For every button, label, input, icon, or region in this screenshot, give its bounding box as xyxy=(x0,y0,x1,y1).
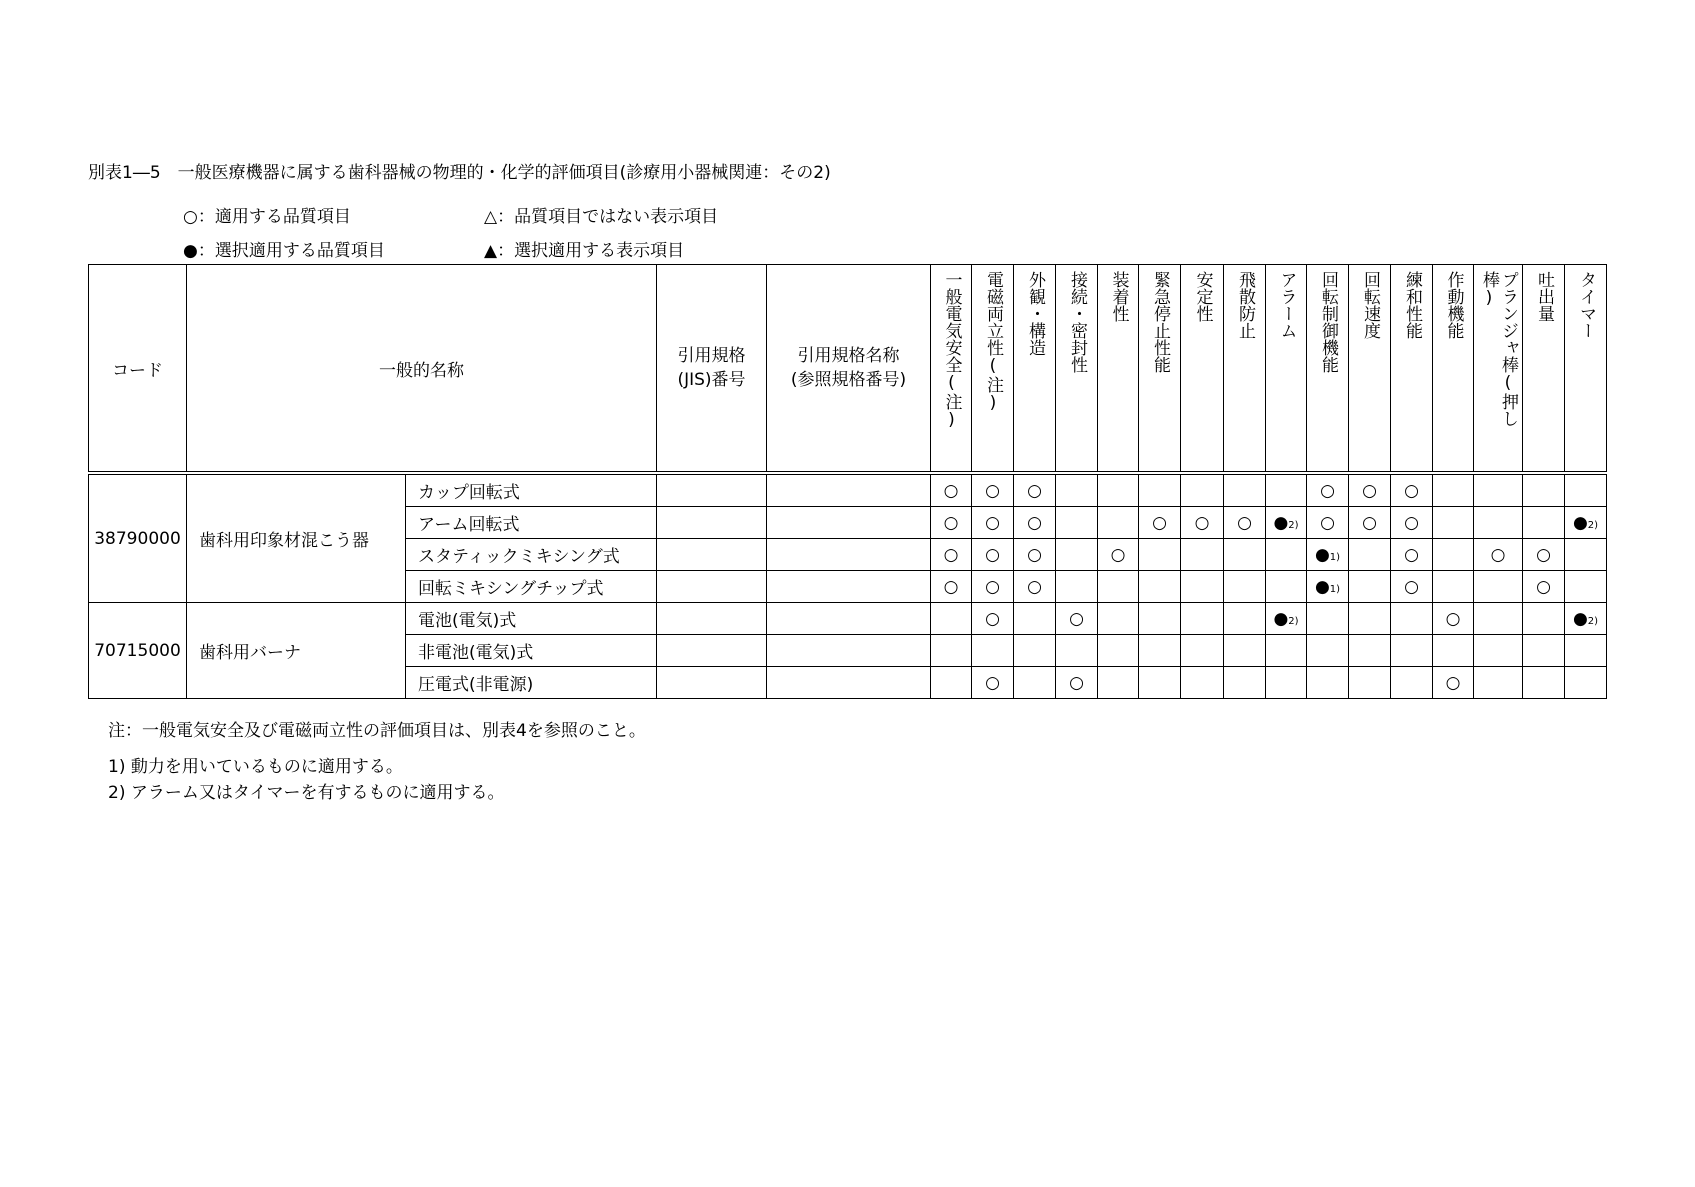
item-cell xyxy=(1266,667,1307,699)
general-name-cell: 歯科用バーナ xyxy=(187,603,406,699)
item-cell xyxy=(1014,603,1056,635)
legend-label: ：適用する品質項目 xyxy=(197,207,351,227)
note-1: 1) 動力を用いているものに適用する。 xyxy=(108,757,403,777)
item-cell xyxy=(1056,603,1098,635)
note-main: 注：一般電気安全及び電磁両立性の評価項目は、別表4を参照のこと。 xyxy=(108,721,646,741)
item-cell xyxy=(1565,603,1607,635)
header-item xyxy=(1474,265,1523,474)
legend-label: ：選択適用する品質項目 xyxy=(197,241,385,261)
item-cell xyxy=(1266,571,1307,603)
subtype-cell: スタティックミキシング式 xyxy=(406,539,657,571)
item-cell xyxy=(1139,507,1181,539)
item-cell xyxy=(1181,603,1224,635)
item-cell xyxy=(1391,473,1433,507)
item-cell xyxy=(1266,635,1307,667)
header-item xyxy=(1181,265,1224,474)
standard-name-cell xyxy=(767,603,931,635)
item-cell xyxy=(1391,603,1433,635)
open-circle-mark: ○ xyxy=(1445,608,1461,629)
open-circle-mark: ○ xyxy=(1536,544,1551,565)
item-cell xyxy=(1523,667,1565,699)
jis-cell xyxy=(657,507,767,539)
legend-selective-display xyxy=(484,236,684,261)
filled-circle-mark: ●1) xyxy=(1314,544,1341,565)
item-cell xyxy=(1474,507,1523,539)
open-circle-mark: ○ xyxy=(1110,544,1126,565)
item-cell xyxy=(1266,539,1307,571)
legend-symbol: △ xyxy=(484,207,498,227)
item-cell xyxy=(1433,571,1474,603)
standard-name-cell xyxy=(767,507,931,539)
item-cell xyxy=(972,507,1014,539)
item-cell xyxy=(1266,507,1307,539)
open-circle-mark: ○ xyxy=(1490,544,1506,565)
item-cell xyxy=(1433,507,1474,539)
open-circle-mark: ○ xyxy=(1404,576,1419,597)
item-cell xyxy=(1056,473,1098,507)
legend-symbol: ▲ xyxy=(484,241,498,261)
item-cell xyxy=(1181,635,1224,667)
header-item-label: 吐出量 xyxy=(1534,271,1554,322)
item-cell xyxy=(1181,539,1224,571)
evaluation-table xyxy=(88,264,1607,699)
header-item-label: 接続・密封性 xyxy=(1067,271,1087,373)
open-circle-mark: ○ xyxy=(943,576,959,597)
header-item-label: 安定性 xyxy=(1192,271,1213,322)
filled-circle-mark: ●1) xyxy=(1314,576,1341,597)
subtype-cell: 圧電式(非電源) xyxy=(406,667,657,699)
item-cell xyxy=(1307,667,1349,699)
open-circle-mark: ○ xyxy=(1362,512,1377,533)
item-cell xyxy=(1056,571,1098,603)
header-item xyxy=(931,265,972,474)
item-cell xyxy=(1523,539,1565,571)
legend-selective xyxy=(183,236,385,261)
item-cell xyxy=(1139,473,1181,507)
open-circle-mark: ○ xyxy=(1069,608,1084,629)
item-cell xyxy=(1391,539,1433,571)
subtype-cell: 電池(電気)式 xyxy=(406,603,657,635)
item-cell xyxy=(1056,507,1098,539)
item-cell xyxy=(1433,635,1474,667)
jis-cell xyxy=(657,603,767,635)
item-cell xyxy=(1224,539,1266,571)
table-row xyxy=(89,473,1607,507)
open-circle-mark: ○ xyxy=(985,576,1000,597)
item-cell xyxy=(1565,635,1607,667)
legend-label: ：選択適用する表示項目 xyxy=(497,241,685,261)
header-name: 一般的名称 xyxy=(187,265,657,474)
header-item xyxy=(1565,265,1607,474)
item-cell xyxy=(972,473,1014,507)
item-cell xyxy=(1565,571,1607,603)
item-cell xyxy=(1224,603,1266,635)
item-cell xyxy=(1474,539,1523,571)
item-cell xyxy=(1098,635,1139,667)
general-name-cell: 歯科用印象材混こう器 xyxy=(187,473,406,603)
item-cell xyxy=(1098,667,1139,699)
subtype-cell: 回転ミキシングチップ式 xyxy=(406,571,657,603)
open-circle-mark: ○ xyxy=(1027,480,1042,501)
item-cell xyxy=(1307,507,1349,539)
item-cell xyxy=(1224,571,1266,603)
legend-symbol: ○ xyxy=(183,207,198,227)
open-circle-mark: ○ xyxy=(985,672,1000,693)
open-circle-mark: ○ xyxy=(1404,544,1419,565)
item-cell xyxy=(1098,603,1139,635)
header-item xyxy=(1266,265,1307,474)
header-item-label: アラーム xyxy=(1276,271,1297,339)
open-circle-mark: ○ xyxy=(1404,480,1419,501)
item-cell xyxy=(1098,539,1139,571)
open-circle-mark: ○ xyxy=(985,480,1000,501)
open-circle-mark: ○ xyxy=(943,544,959,565)
item-cell xyxy=(1474,473,1523,507)
header-standard-name: 引用規格名称 (参照規格番号) xyxy=(767,265,931,474)
item-cell xyxy=(1433,667,1474,699)
item-cell xyxy=(1224,635,1266,667)
item-cell xyxy=(1056,539,1098,571)
item-cell xyxy=(1349,507,1391,539)
header-item-label: 回転制御機能 xyxy=(1318,271,1338,373)
item-cell xyxy=(1139,571,1181,603)
header-item xyxy=(1433,265,1474,474)
item-cell xyxy=(1349,571,1391,603)
item-cell xyxy=(1391,571,1433,603)
item-cell xyxy=(1098,473,1139,507)
item-cell xyxy=(1014,507,1056,539)
item-cell xyxy=(931,603,972,635)
open-circle-mark: ○ xyxy=(943,480,959,501)
subtype-cell: アーム回転式 xyxy=(406,507,657,539)
item-cell xyxy=(931,473,972,507)
header-item xyxy=(1349,265,1391,474)
item-cell xyxy=(1266,603,1307,635)
header-item xyxy=(1307,265,1349,474)
item-cell xyxy=(1523,603,1565,635)
subtype-cell: カップ回転式 xyxy=(406,473,657,507)
item-cell xyxy=(1139,667,1181,699)
open-circle-mark: ○ xyxy=(1027,512,1042,533)
item-cell xyxy=(931,667,972,699)
item-cell xyxy=(972,635,1014,667)
table-row xyxy=(89,603,1607,635)
item-cell xyxy=(1565,473,1607,507)
item-cell xyxy=(1565,539,1607,571)
header-item-label: 電磁両立性(注) xyxy=(983,271,1003,413)
item-cell xyxy=(1391,635,1433,667)
item-cell xyxy=(1224,667,1266,699)
header-item xyxy=(972,265,1014,474)
standard-name-cell xyxy=(767,539,931,571)
legend-symbol: ● xyxy=(183,241,198,261)
legend-applicable xyxy=(183,202,351,227)
header-code: コード xyxy=(89,265,187,474)
standard-name-cell xyxy=(767,635,931,667)
open-circle-mark: ○ xyxy=(1027,576,1042,597)
item-cell xyxy=(1266,473,1307,507)
jis-cell xyxy=(657,635,767,667)
item-cell xyxy=(1474,667,1523,699)
open-circle-mark: ○ xyxy=(1404,512,1419,533)
filled-circle-mark: ●2) xyxy=(1572,608,1599,629)
item-cell xyxy=(1474,635,1523,667)
jis-cell xyxy=(657,473,767,507)
item-cell xyxy=(1307,539,1349,571)
open-circle-mark: ○ xyxy=(985,512,1000,533)
item-cell xyxy=(1391,667,1433,699)
item-cell xyxy=(1523,635,1565,667)
standard-name-cell xyxy=(767,571,931,603)
item-cell xyxy=(1056,667,1098,699)
open-circle-mark: ○ xyxy=(1320,480,1335,501)
item-cell xyxy=(1474,571,1523,603)
item-cell xyxy=(931,571,972,603)
open-circle-mark: ○ xyxy=(1152,512,1167,533)
item-cell xyxy=(1014,473,1056,507)
item-cell xyxy=(1056,635,1098,667)
header-item-label: タイマー xyxy=(1576,271,1596,339)
header-item xyxy=(1056,265,1098,474)
item-cell xyxy=(1349,667,1391,699)
item-cell xyxy=(931,507,972,539)
open-circle-mark: ○ xyxy=(943,512,959,533)
item-cell xyxy=(1307,473,1349,507)
item-cell xyxy=(1307,603,1349,635)
item-cell xyxy=(1307,635,1349,667)
item-cell xyxy=(1433,603,1474,635)
open-circle-mark: ○ xyxy=(1320,512,1335,533)
header-item-label: 緊急停止性能 xyxy=(1150,271,1170,373)
header-item xyxy=(1391,265,1433,474)
header-item xyxy=(1014,265,1056,474)
filled-circle-mark: ●2) xyxy=(1572,512,1599,533)
table-title: 別表1―5 一般医療機器に属する歯科器械の物理的・化学的評価項目(診療用小器械関連：その2) xyxy=(88,163,831,183)
header-jis: 引用規格 (JIS)番号 xyxy=(657,265,767,474)
header-item xyxy=(1224,265,1266,474)
open-circle-mark: ○ xyxy=(985,544,1000,565)
note-2: 2) アラーム又はタイマーを有するものに適用する。 xyxy=(108,783,505,803)
item-cell xyxy=(931,635,972,667)
header-item-label: 外観・構造 xyxy=(1025,271,1045,356)
header-item-label: 練和性能 xyxy=(1402,271,1422,339)
header-item xyxy=(1098,265,1139,474)
header-item xyxy=(1523,265,1565,474)
item-cell xyxy=(931,539,972,571)
open-circle-mark: ○ xyxy=(1362,480,1377,501)
header-item-label: 飛散防止 xyxy=(1235,271,1255,339)
item-cell xyxy=(1224,507,1266,539)
item-cell xyxy=(1523,571,1565,603)
open-circle-mark: ○ xyxy=(1194,512,1210,533)
header-item xyxy=(1139,265,1181,474)
subtype-cell: 非電池(電気)式 xyxy=(406,635,657,667)
open-circle-mark: ○ xyxy=(1237,512,1252,533)
item-cell xyxy=(1181,507,1224,539)
jis-cell xyxy=(657,667,767,699)
item-cell xyxy=(1014,539,1056,571)
legend-label: ：品質項目ではない表示項目 xyxy=(497,207,719,227)
header-item-label: 回転速度 xyxy=(1360,271,1380,339)
item-cell xyxy=(1349,539,1391,571)
item-cell xyxy=(1349,635,1391,667)
legend-display-item xyxy=(484,202,718,227)
header-item-label: 装着性 xyxy=(1108,271,1129,322)
item-cell xyxy=(1307,571,1349,603)
jis-cell xyxy=(657,539,767,571)
open-circle-mark: ○ xyxy=(1069,672,1084,693)
item-cell xyxy=(1181,571,1224,603)
item-cell xyxy=(1181,667,1224,699)
item-cell xyxy=(972,539,1014,571)
item-cell xyxy=(1014,635,1056,667)
item-cell xyxy=(972,603,1014,635)
item-cell xyxy=(1433,539,1474,571)
item-cell xyxy=(1349,473,1391,507)
standard-name-cell xyxy=(767,667,931,699)
open-circle-mark: ○ xyxy=(1027,544,1042,565)
item-cell xyxy=(1098,507,1139,539)
filled-circle-mark: ●2) xyxy=(1273,608,1299,629)
item-cell xyxy=(1014,571,1056,603)
item-cell xyxy=(1224,473,1266,507)
header-item-label: プランジャ棒(押し棒) xyxy=(1479,271,1518,427)
item-cell xyxy=(1523,507,1565,539)
item-cell xyxy=(1181,473,1224,507)
item-cell xyxy=(1139,539,1181,571)
item-cell xyxy=(1391,507,1433,539)
header-item-label: 作動機能 xyxy=(1443,271,1464,339)
code-cell: 70715000 xyxy=(89,603,187,699)
open-circle-mark: ○ xyxy=(1536,576,1551,597)
item-cell xyxy=(972,571,1014,603)
item-cell xyxy=(1349,603,1391,635)
item-cell xyxy=(972,667,1014,699)
item-cell xyxy=(1523,473,1565,507)
filled-circle-mark: ●2) xyxy=(1273,512,1299,533)
item-cell xyxy=(1098,571,1139,603)
header-item-label: 一般電気安全(注) xyxy=(941,271,962,430)
item-cell xyxy=(1139,603,1181,635)
open-circle-mark: ○ xyxy=(1445,672,1461,693)
item-cell xyxy=(1139,635,1181,667)
item-cell xyxy=(1014,667,1056,699)
item-cell xyxy=(1565,507,1607,539)
item-cell xyxy=(1474,603,1523,635)
code-cell: 38790000 xyxy=(89,473,187,603)
item-cell xyxy=(1433,473,1474,507)
open-circle-mark: ○ xyxy=(985,608,1000,629)
standard-name-cell xyxy=(767,473,931,507)
item-cell xyxy=(1565,667,1607,699)
jis-cell xyxy=(657,571,767,603)
